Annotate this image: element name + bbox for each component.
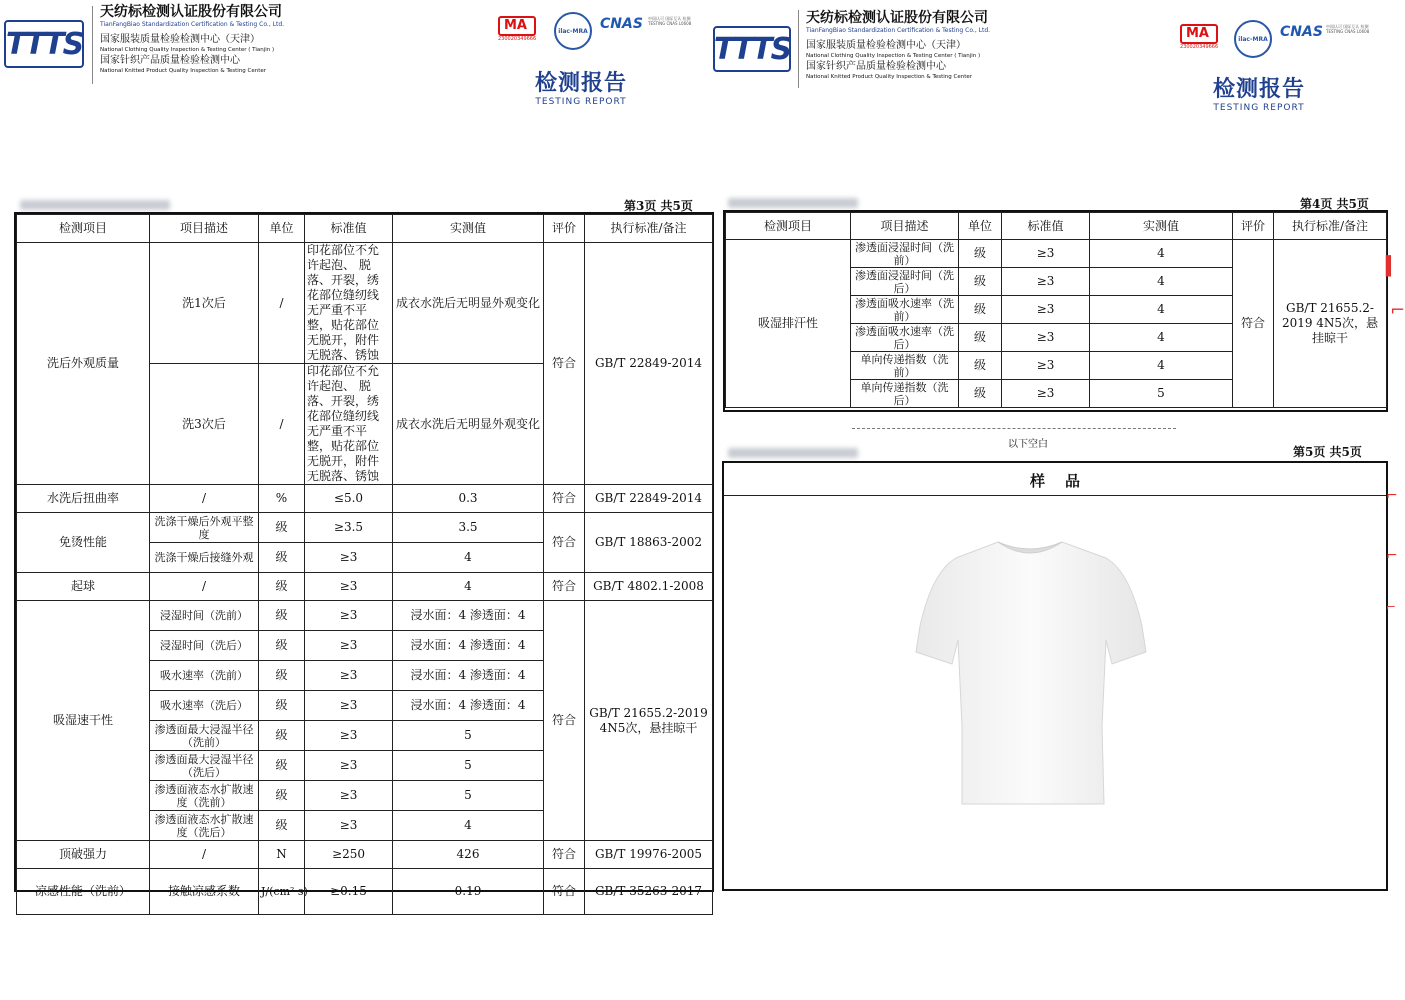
measured-cell: 浸水面：4 渗透面：4: [393, 631, 544, 661]
std-cell: 印花部位不允许起泡、 脱落、开裂，绣花部位缝纫线无严重不平整，贴花部位无脱开，附件无脱落、锈蚀: [305, 243, 393, 364]
table-row: [17, 485, 713, 513]
unit-cell: 级: [259, 691, 305, 721]
std-cell: ≥3: [1002, 380, 1090, 408]
desc-cell: 渗透面液态水扩散速度（洗后）: [150, 811, 259, 841]
org-block-right: [806, 10, 1066, 81]
desc-cell: 洗涤干燥后接缝外观: [150, 543, 259, 573]
tshirt-body: [916, 542, 1146, 804]
report-title-left: [506, 66, 656, 107]
desc-cell: 吸水速率（洗后）: [150, 691, 259, 721]
header-cell: 检测项目: [17, 215, 150, 243]
std-cell: ≥0.15: [305, 869, 393, 915]
center1-cn: 国家服装质量检验检测中心（天津）: [806, 40, 966, 51]
stamp-edge-mark: ⌐: [1390, 300, 1405, 321]
report-title-cn: 检测报告: [534, 71, 627, 96]
report-title-cn: 检测报告: [1212, 77, 1305, 102]
ilac-mra-logo: ilac-MRA: [1234, 20, 1272, 58]
table-header-row: [726, 213, 1387, 240]
cnas-mark: [600, 16, 690, 32]
std-cell: ≥3: [305, 721, 393, 751]
measured-cell: 成衣水洗后无明显外观变化: [393, 364, 544, 485]
measured-cell: 浸水面：4 渗透面：4: [393, 661, 544, 691]
cnas-sub: 中国认可 国际互认 检测 TESTING CNAS L0608: [1326, 24, 1370, 34]
org-name-en: TianFangBiao Standardization Certification & Testing Co., Ltd.: [100, 21, 285, 28]
report-title-right: [1184, 72, 1334, 113]
table-row: [17, 243, 713, 364]
desc-cell: 浸湿时间（洗前）: [150, 601, 259, 631]
standard-cell: GB/T 22849-2014: [585, 485, 713, 513]
standard-cell: GB/T 22849-2014: [585, 243, 713, 485]
unit-cell: 级: [259, 661, 305, 691]
header-cell: 评价: [544, 215, 585, 243]
header-cell: 评价: [1233, 213, 1274, 240]
stamp-edge-mark: ▍: [1386, 256, 1400, 277]
eval-cell: 符合: [544, 841, 585, 869]
unit-cell: /: [259, 364, 305, 485]
unit-cell: 级: [259, 751, 305, 781]
measured-cell: 4: [393, 543, 544, 573]
center2-cn: 国家针织产品质量检验检测中心: [806, 61, 946, 72]
ma-number: 230020349666: [1180, 44, 1219, 50]
measured-cell: 426: [393, 841, 544, 869]
std-cell: ≥3.5: [305, 513, 393, 543]
report-title-en: TESTING REPORT: [1213, 103, 1305, 113]
desc-cell: /: [150, 573, 259, 601]
std-cell: ≥3: [1002, 352, 1090, 380]
cnas-mark: [1280, 24, 1370, 40]
measured-cell: 0.3: [393, 485, 544, 513]
std-cell: ≥3: [1002, 268, 1090, 296]
eval-cell: 符合: [544, 601, 585, 841]
measured-cell: 成衣水洗后无明显外观变化: [393, 243, 544, 364]
blank-divider: [852, 428, 1176, 429]
blank-note: 以下空白: [1008, 439, 1048, 450]
desc-cell: 吸水速率（洗前）: [150, 661, 259, 691]
report-number-redacted: [20, 200, 170, 210]
measured-cell: 4: [1090, 268, 1233, 296]
std-cell: ≥3: [305, 691, 393, 721]
measured-cell: 5: [1090, 380, 1233, 408]
cnas-logo: CNAS: [600, 16, 643, 32]
desc-cell: 单向传递指数（洗前）: [851, 352, 959, 380]
std-cell: ≥3: [305, 781, 393, 811]
std-cell: ≥3: [305, 543, 393, 573]
std-cell: ≥3: [305, 573, 393, 601]
header-cell: 标准值: [305, 215, 393, 243]
org-block-left: [100, 4, 360, 75]
center2-en: National Knitted Product Quality Inspection & Testing Center: [806, 74, 973, 80]
header-cell: 检测项目: [726, 213, 851, 240]
item-cell: 吸湿排汗性: [726, 240, 851, 408]
std-cell: ≥3: [1002, 296, 1090, 324]
table-row: [17, 869, 713, 915]
desc-cell: 接触凉感系数: [150, 869, 259, 915]
measured-cell: 4: [1090, 240, 1233, 268]
page-number: 第3页 共5页: [624, 199, 693, 213]
unit-cell: 级: [259, 573, 305, 601]
table-header-row: [17, 215, 713, 243]
eval-cell: 符合: [544, 485, 585, 513]
item-cell: 起球: [17, 573, 150, 601]
page-number: 第5页 共5页: [1293, 445, 1362, 459]
ttts-logo: TTTS: [713, 26, 791, 72]
std-cell: ≥3: [1002, 324, 1090, 352]
item-cell: 洗后外观质量: [17, 243, 150, 485]
ma-number: 230020349666: [498, 36, 537, 42]
header-cell: 标准值: [1002, 213, 1090, 240]
center1-en: National Clothing Quality Inspection & Testing Center ( Tianjin ): [100, 47, 275, 53]
standard-cell: GB/T 18863-2002: [585, 513, 713, 573]
stamp-edge-mark: ⌐: [1386, 488, 1398, 504]
item-cell: 水洗后扭曲率: [17, 485, 150, 513]
desc-cell: 渗透面吸水速率（洗前）: [851, 296, 959, 324]
eval-cell: 符合: [544, 513, 585, 573]
header-cell: 项目描述: [851, 213, 959, 240]
page-number: 第4页 共5页: [1300, 197, 1369, 211]
stamp-edge-mark: ⌐: [1386, 548, 1398, 564]
desc-cell: 渗透面浸湿时间（洗后）: [851, 268, 959, 296]
header-cell: 项目描述: [150, 215, 259, 243]
unit-cell: 级: [959, 240, 1002, 268]
unit-cell: 级: [959, 324, 1002, 352]
unit-cell: J/(cm²·s): [259, 869, 305, 915]
unit-cell: 级: [259, 721, 305, 751]
unit-cell: N: [259, 841, 305, 869]
unit-cell: 级: [959, 268, 1002, 296]
measured-cell: 4: [393, 573, 544, 601]
desc-cell: 渗透面液态水扩散速度（洗前）: [150, 781, 259, 811]
measured-cell: 浸水面：4 渗透面：4: [393, 601, 544, 631]
measured-cell: 5: [393, 781, 544, 811]
eval-cell: 符合: [544, 243, 585, 485]
table-row: [17, 601, 713, 631]
table-row: [17, 513, 713, 543]
unit-cell: 级: [259, 811, 305, 841]
desc-cell: 渗透面浸湿时间（洗前）: [851, 240, 959, 268]
unit-cell: %: [259, 485, 305, 513]
table-row: [17, 841, 713, 869]
unit-cell: 级: [959, 380, 1002, 408]
logo-divider: [798, 10, 799, 88]
report-number-redacted: [728, 198, 858, 208]
unit-cell: 级: [259, 543, 305, 573]
unit-cell: 级: [259, 601, 305, 631]
eval-cell: 符合: [544, 573, 585, 601]
ma-mark: [1180, 24, 1218, 50]
header-cell: 执行标准/备注: [585, 215, 713, 243]
org-name-cn: 天纺标检测认证股份有限公司: [806, 10, 988, 26]
desc-cell: 浸湿时间（洗后）: [150, 631, 259, 661]
standard-cell: GB/T 4802.1-2008: [585, 573, 713, 601]
logo-divider: [92, 6, 93, 84]
measured-cell: 5: [393, 751, 544, 781]
header-cell: 实测值: [1090, 213, 1233, 240]
desc-cell: 渗透面吸水速率（洗后）: [851, 324, 959, 352]
std-cell: ≥3: [305, 631, 393, 661]
std-cell: ≥3: [1002, 240, 1090, 268]
desc-cell: /: [150, 841, 259, 869]
measured-cell: 5: [393, 721, 544, 751]
table-row: [726, 240, 1387, 268]
std-cell: ≤5.0: [305, 485, 393, 513]
unit-cell: 级: [259, 513, 305, 543]
center2-cn: 国家针织产品质量检验检测中心: [100, 55, 240, 66]
cnas-sub: 中国认可 国际互认 检测 TESTING CNAS L0608: [648, 16, 692, 26]
desc-cell: /: [150, 485, 259, 513]
measured-cell: 4: [1090, 324, 1233, 352]
ilac-mra-logo: ilac-MRA: [554, 12, 592, 50]
table-row: [17, 573, 713, 601]
desc-cell: 洗3次后: [150, 364, 259, 485]
header-cell: 实测值: [393, 215, 544, 243]
unit-cell: /: [259, 243, 305, 364]
standard-cell: GB/T 21655.2-2019 4N5次，悬挂晾干: [1274, 240, 1387, 408]
measured-cell: 4: [393, 811, 544, 841]
item-cell: 顶破强力: [17, 841, 150, 869]
org-name-cn: 天纺标检测认证股份有限公司: [100, 4, 282, 20]
header-cell: 单位: [959, 213, 1002, 240]
unit-cell: 级: [959, 352, 1002, 380]
item-cell: 免烫性能: [17, 513, 150, 573]
ma-mark: [498, 16, 536, 42]
unit-cell: 级: [959, 296, 1002, 324]
report-title-en: TESTING REPORT: [535, 97, 627, 107]
desc-cell: 单向传递指数（洗后）: [851, 380, 959, 408]
desc-cell: 渗透面最大浸湿半径（洗后）: [150, 751, 259, 781]
desc-cell: 洗1次后: [150, 243, 259, 364]
header-cell: 执行标准/备注: [1274, 213, 1387, 240]
center1-en: National Clothing Quality Inspection & Testing Center ( Tianjin ): [806, 53, 981, 59]
center2-en: National Knitted Product Quality Inspection & Testing Center: [100, 68, 267, 74]
ttts-logo: TTTS: [4, 20, 84, 68]
sample-title-divider: [724, 495, 1386, 496]
measured-cell: 4: [1090, 296, 1233, 324]
standard-cell: GB/T 35263-2017: [585, 869, 713, 915]
item-cell: 吸湿速干性: [17, 601, 150, 841]
header-cell: 单位: [259, 215, 305, 243]
sample-title: 样品: [1029, 472, 1100, 490]
std-cell: ≥3: [305, 661, 393, 691]
org-name-en: TianFangBiao Standardization Certification & Testing Co., Ltd.: [806, 27, 991, 34]
standard-cell: GB/T 19976-2005: [585, 841, 713, 869]
unit-cell: 级: [259, 631, 305, 661]
unit-cell: 级: [259, 781, 305, 811]
desc-cell: 渗透面最大浸湿半径（洗前）: [150, 721, 259, 751]
standard-cell: GB/T 21655.2-2019 4N5次，悬挂晾干: [585, 601, 713, 841]
std-cell: 印花部位不允许起泡、 脱落、开裂，绣花部位缝纫线无严重不平整，贴花部位无脱开，附件无脱落、锈蚀: [305, 364, 393, 485]
stamp-edge-mark: ⌐: [1386, 600, 1397, 614]
measured-cell: 4: [1090, 352, 1233, 380]
eval-cell: 符合: [544, 869, 585, 915]
std-cell: ≥3: [305, 751, 393, 781]
eval-cell: 符合: [1233, 240, 1274, 408]
cnas-logo: CNAS: [1280, 24, 1323, 40]
std-cell: ≥250: [305, 841, 393, 869]
std-cell: ≥3: [305, 811, 393, 841]
desc-cell: 洗涤干燥后外观平整度: [150, 513, 259, 543]
report-number-redacted: [728, 448, 858, 458]
measured-cell: 0.19: [393, 869, 544, 915]
item-cell: 凉感性能（洗前）: [17, 869, 150, 915]
page3-results-table: [16, 214, 713, 915]
page4-results-table: [725, 212, 1387, 408]
ma-logo: MA: [498, 16, 536, 36]
measured-cell: 3.5: [393, 513, 544, 543]
tshirt-image: [910, 536, 1150, 808]
center1-cn: 国家服装质量检验检测中心（天津）: [100, 34, 260, 45]
std-cell: ≥3: [305, 601, 393, 631]
ma-logo: MA: [1180, 24, 1218, 44]
measured-cell: 浸水面：4 渗透面：4: [393, 691, 544, 721]
